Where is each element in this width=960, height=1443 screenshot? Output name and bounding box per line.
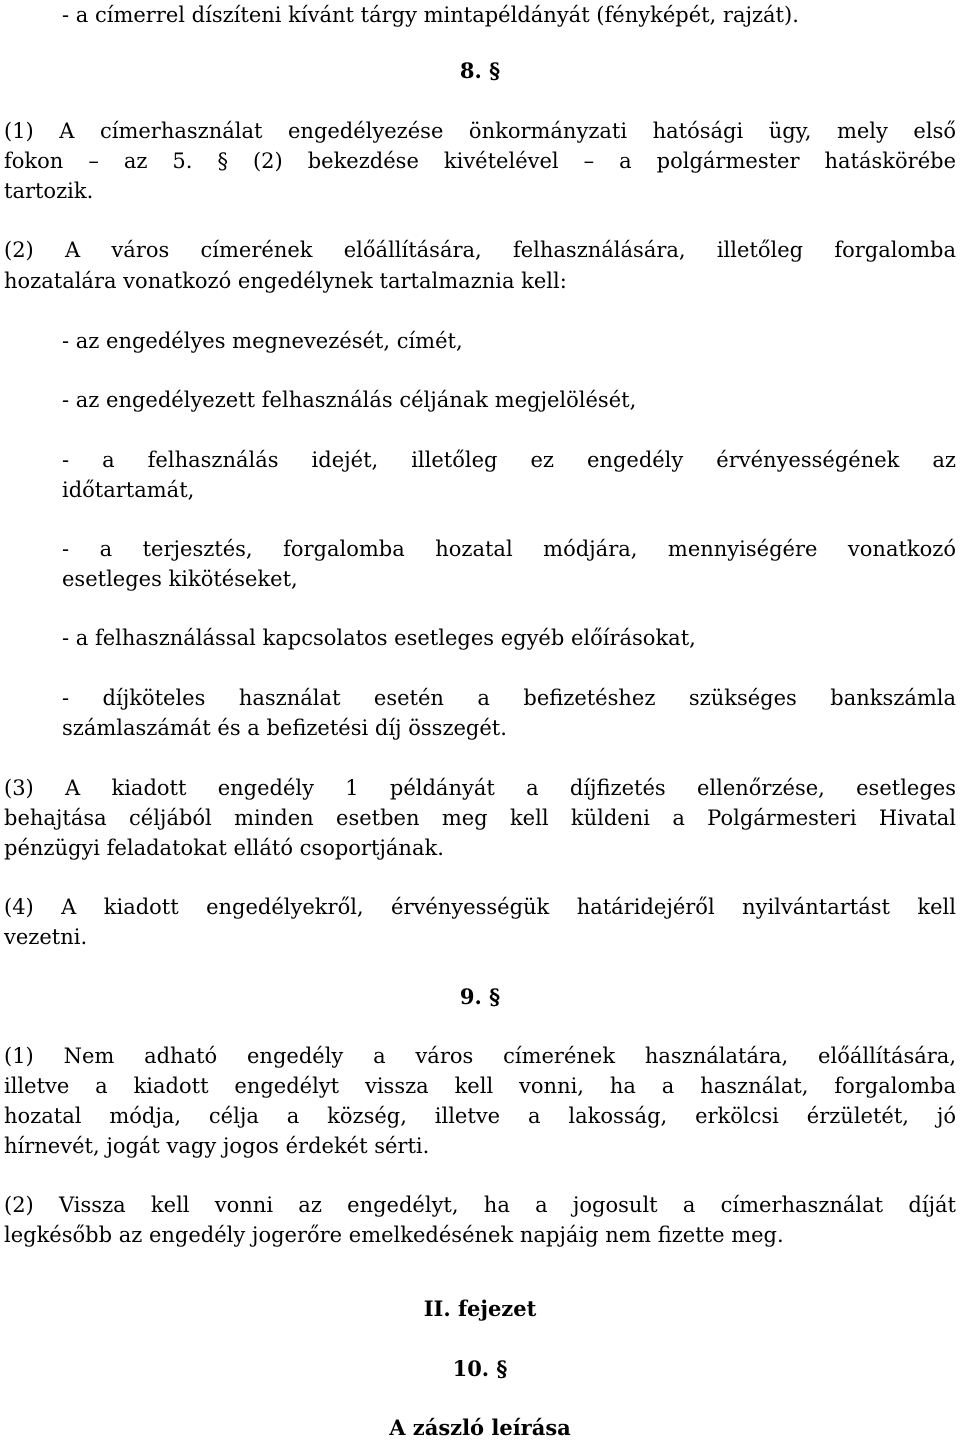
paragraph-line: hozatal módja, célja a község, illetve a lakosság, erkölcsi érzületét, jó [4, 1104, 956, 1128]
list-item: számlaszámát és a befizetési díj összegét. [62, 716, 507, 740]
paragraph-line: (3) A kiadott engedély 1 példányát a díjfizetés ellenőrzése, esetleges [4, 776, 956, 800]
paragraph-line: (2) A város címerének előállítására, felhasználására, illetőleg forgalomba [4, 238, 956, 262]
list-item: időtartamát, [62, 478, 195, 502]
list-item: - az engedélyezett felhasználás céljának megjelölését, [62, 388, 637, 412]
paragraph-line: pénzügyi feladatokat ellátó csoportjának. [4, 836, 444, 860]
paragraph-line: (1) A címerhasználat engedélyezése önkormányzati hatósági ügy, mely első [4, 119, 956, 143]
paragraph-line: fokon – az 5. § (2) bekezdése kivételével – a polgármester hatáskörébe [4, 149, 956, 173]
paragraph-line: (2) Vissza kell vonni az engedélyt, ha a jogosult a címerhasználat díját [4, 1193, 956, 1217]
chapter-heading: II. fejezet [423, 1296, 537, 1321]
section-heading: 9. § [459, 984, 501, 1009]
list-item: - a címerrel díszíteni kívánt tárgy mintapéldányát (fényképét, rajzát). [62, 3, 799, 27]
paragraph-line: illetve a kiadott engedélyt vissza kell vonni, ha a használat, forgalomba [4, 1074, 956, 1098]
paragraph-line: tartozik. [4, 179, 94, 203]
list-item: - díjköteles használat esetén a befizetéshez szükséges bankszámla [62, 686, 956, 710]
section-title: A zászló leírása [389, 1415, 571, 1440]
paragraph-line: (1) Nem adható engedély a város címerének használatára, előállítására, [4, 1044, 956, 1068]
list-item: - a felhasználás idejét, illetőleg ez engedély érvényességének az [62, 448, 956, 472]
paragraph-line: behajtása céljából minden esetben meg kell küldeni a Polgármesteri Hivatal [4, 806, 956, 830]
paragraph-line: legkésőbb az engedély jogerőre emelkedésének napjáig nem fizette meg. [4, 1223, 784, 1247]
section-heading: 8. § [459, 58, 501, 83]
list-item: esetleges kikötéseket, [62, 567, 298, 591]
paragraph-line: vezetni. [4, 925, 88, 949]
list-item: - a felhasználással kapcsolatos esetleges egyéb előírásokat, [62, 626, 696, 650]
paragraph-line: hozatalára vonatkozó engedélynek tartalmaznia kell: [4, 269, 567, 293]
section-heading: 10. § [452, 1356, 508, 1381]
list-item: - a terjesztés, forgalomba hozatal módjára, mennyiségére vonatkozó [62, 537, 956, 561]
list-item: - az engedélyes megnevezését, címét, [62, 329, 463, 353]
paragraph-line: hírnevét, jogát vagy jogos érdekét sérti. [4, 1134, 430, 1158]
paragraph-line: (4) A kiadott engedélyekről, érvényességük határidejéről nyilvántartást kell [4, 895, 956, 919]
